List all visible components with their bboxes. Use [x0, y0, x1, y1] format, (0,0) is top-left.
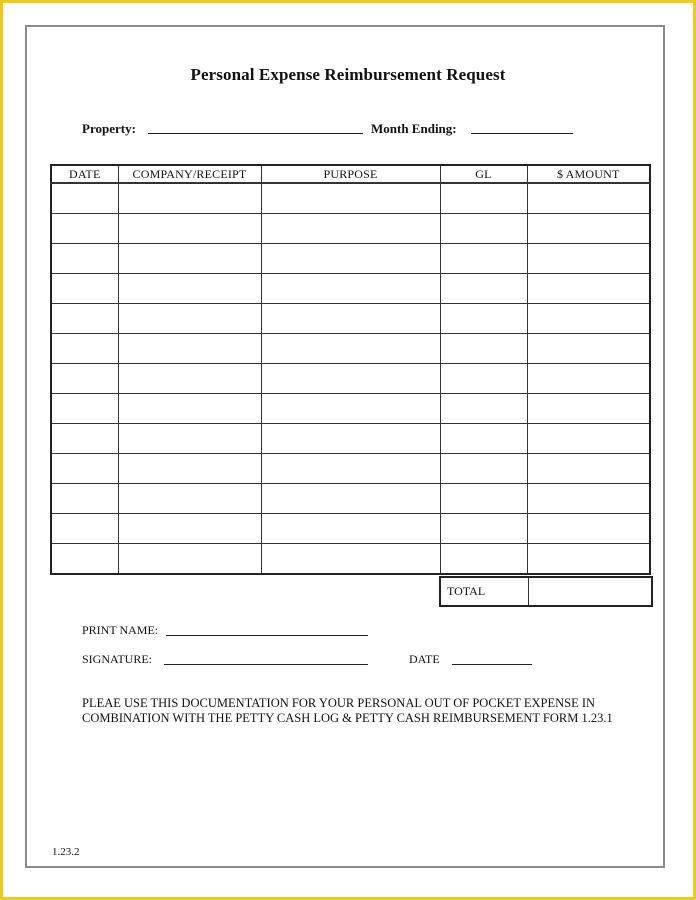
amount-cell[interactable]: [527, 364, 650, 394]
date-label: DATE: [409, 652, 440, 666]
gl-cell[interactable]: [440, 484, 527, 514]
table-row: [51, 274, 650, 304]
company-receipt-cell[interactable]: [118, 244, 261, 274]
amount-cell[interactable]: [527, 394, 650, 424]
date-cell[interactable]: [51, 484, 118, 514]
gl-cell[interactable]: [440, 304, 527, 334]
company-receipt-cell[interactable]: [118, 274, 261, 304]
expense-table-body: [51, 183, 650, 574]
table-row: [51, 244, 650, 274]
total-row: [440, 577, 652, 606]
date-cell[interactable]: [51, 274, 118, 304]
date-cell[interactable]: [51, 244, 118, 274]
company-receipt-cell[interactable]: [118, 183, 261, 214]
company-receipt-cell[interactable]: [118, 544, 261, 575]
header-purpose: PURPOSE: [261, 165, 440, 183]
print-name-field: [82, 623, 158, 638]
date-cell[interactable]: [51, 394, 118, 424]
gl-cell[interactable]: [440, 214, 527, 244]
company-receipt-cell[interactable]: [118, 454, 261, 484]
table-row: [51, 364, 650, 394]
date-input-line[interactable]: [452, 664, 532, 665]
header-date: DATE: [51, 165, 118, 183]
company-receipt-cell[interactable]: [118, 214, 261, 244]
gl-cell[interactable]: [440, 364, 527, 394]
table-row: [51, 214, 650, 244]
company-receipt-cell[interactable]: [118, 394, 261, 424]
table-row: [51, 304, 650, 334]
amount-cell[interactable]: [527, 334, 650, 364]
amount-cell[interactable]: [527, 484, 650, 514]
purpose-cell[interactable]: [261, 334, 440, 364]
date-cell[interactable]: [51, 304, 118, 334]
gl-cell[interactable]: [440, 183, 527, 214]
date-cell[interactable]: [51, 424, 118, 454]
table-row: [51, 454, 650, 484]
company-receipt-cell[interactable]: [118, 334, 261, 364]
amount-cell[interactable]: [527, 304, 650, 334]
property-input-line[interactable]: [148, 133, 363, 134]
header-company-receipt: COMPANY/RECEIPT: [118, 165, 261, 183]
header-amount: $ AMOUNT: [527, 165, 650, 183]
company-receipt-cell[interactable]: [118, 364, 261, 394]
table-row: [51, 484, 650, 514]
gl-cell[interactable]: [440, 454, 527, 484]
company-receipt-cell[interactable]: [118, 304, 261, 334]
amount-cell[interactable]: [527, 544, 650, 575]
purpose-cell[interactable]: [261, 424, 440, 454]
date-cell[interactable]: [51, 544, 118, 575]
table-row: [51, 334, 650, 364]
gl-cell[interactable]: [440, 274, 527, 304]
purpose-cell[interactable]: [261, 244, 440, 274]
amount-cell[interactable]: [527, 214, 650, 244]
total-label: TOTAL: [440, 577, 528, 606]
date-cell[interactable]: [51, 454, 118, 484]
total-amount-cell[interactable]: [528, 577, 652, 606]
signature-input-line[interactable]: [164, 664, 368, 665]
date-cell[interactable]: [51, 334, 118, 364]
header-gl: GL: [440, 165, 527, 183]
table-row: [51, 394, 650, 424]
table-row: [51, 183, 650, 214]
purpose-cell[interactable]: [261, 214, 440, 244]
table-row: [51, 424, 650, 454]
date-field: [409, 652, 440, 667]
date-cell[interactable]: [51, 364, 118, 394]
purpose-cell[interactable]: [261, 274, 440, 304]
table-row: [51, 514, 650, 544]
purpose-cell[interactable]: [261, 454, 440, 484]
amount-cell[interactable]: [527, 244, 650, 274]
print-name-label: PRINT NAME:: [82, 623, 159, 637]
company-receipt-cell[interactable]: [118, 484, 261, 514]
instructions-note: PLEAE USE THIS DOCUMENTATION FOR YOUR PERSONAL OUT OF POCKET EXPENSE IN COMBINATION WITH THE PETTY CASH LOG & PETTY CASH REIMBURSEMENT FORM 1.23.1: [82, 696, 613, 725]
gl-cell[interactable]: [440, 514, 527, 544]
signature-field: [82, 652, 152, 667]
company-receipt-cell[interactable]: [118, 424, 261, 454]
date-cell[interactable]: [51, 214, 118, 244]
purpose-cell[interactable]: [261, 394, 440, 424]
purpose-cell[interactable]: [261, 183, 440, 214]
amount-cell[interactable]: [527, 183, 650, 214]
date-cell[interactable]: [51, 183, 118, 214]
expense-table: [50, 164, 651, 575]
gl-cell[interactable]: [440, 394, 527, 424]
month-ending-field: [371, 121, 457, 137]
gl-cell[interactable]: [440, 334, 527, 364]
gl-cell[interactable]: [440, 544, 527, 575]
property-field: [82, 121, 136, 137]
table-row: [51, 544, 650, 575]
purpose-cell[interactable]: [261, 364, 440, 394]
amount-cell[interactable]: [527, 424, 650, 454]
amount-cell[interactable]: [527, 514, 650, 544]
property-label: Property:: [82, 121, 136, 136]
table-header-row: [51, 165, 650, 183]
signature-label: SIGNATURE:: [82, 652, 153, 666]
date-cell[interactable]: [51, 514, 118, 544]
month-ending-label: Month Ending:: [371, 121, 457, 136]
print-name-input-line[interactable]: [166, 635, 368, 636]
purpose-cell[interactable]: [261, 514, 440, 544]
gl-cell[interactable]: [440, 244, 527, 274]
form-number: 1.23.2: [52, 846, 80, 858]
amount-cell[interactable]: [527, 454, 650, 484]
month-ending-input-line[interactable]: [471, 133, 573, 134]
purpose-cell[interactable]: [261, 544, 440, 575]
purpose-cell[interactable]: [261, 484, 440, 514]
company-receipt-cell[interactable]: [118, 514, 261, 544]
form-title: Personal Expense Reimbursement Request: [190, 65, 506, 84]
total-table: [439, 576, 653, 607]
purpose-cell[interactable]: [261, 304, 440, 334]
gl-cell[interactable]: [440, 424, 527, 454]
amount-cell[interactable]: [527, 274, 650, 304]
